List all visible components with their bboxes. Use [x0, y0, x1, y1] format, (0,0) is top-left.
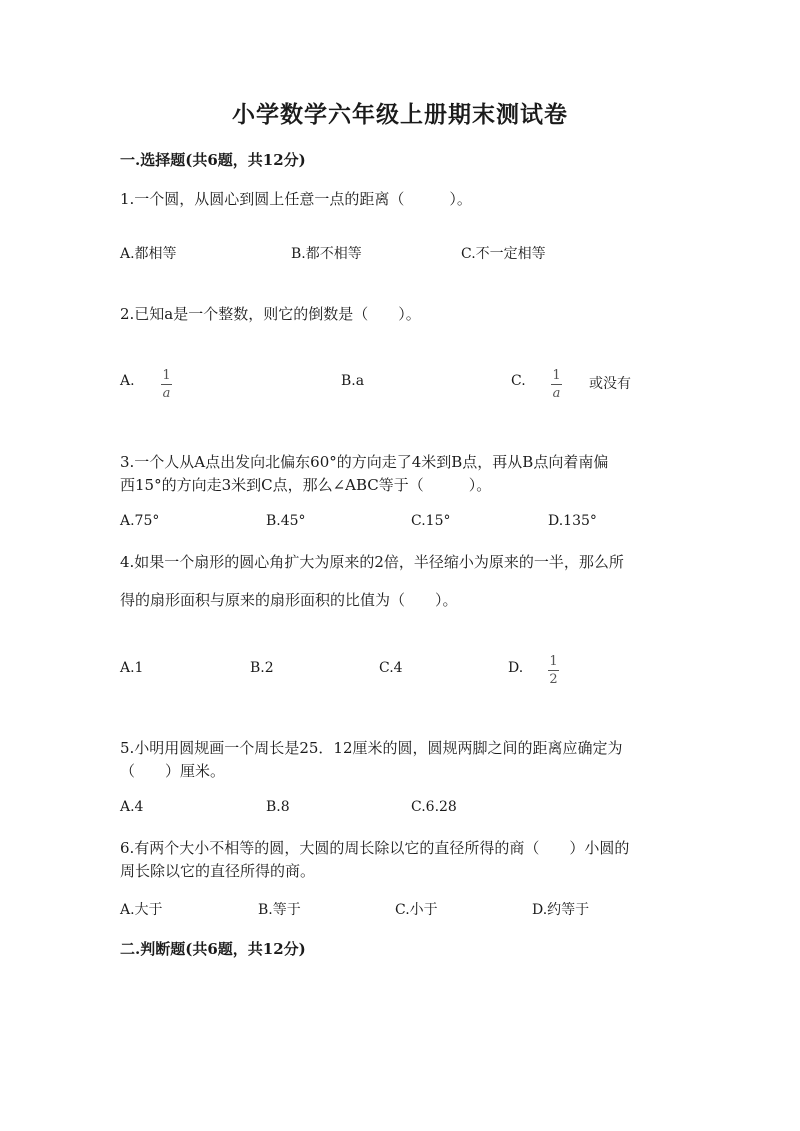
- question-5-stem-line-2: （ ）厘米。: [120, 762, 226, 780]
- question-4-option-c: C.4: [379, 660, 403, 676]
- question-1-option-b: B.都不相等: [291, 246, 362, 262]
- question-2-option-c-suffix: 或没有: [589, 376, 631, 392]
- page-title: 小学数学六年级上册期末测试卷: [232, 101, 568, 128]
- fraction-denominator: a: [162, 386, 171, 401]
- fraction-denominator: a: [552, 386, 561, 401]
- question-4-option-b: B.2: [250, 660, 274, 676]
- question-3-stem-line-1: 3.一个人从A点出发向北偏东60°的方向走了4米到B点，再从B点向着南偏: [120, 453, 609, 471]
- question-4-stem-line-2: 得的扇形面积与原来的扇形面积的比值为（ ）。: [120, 591, 458, 609]
- question-6-option-b: B.等于: [258, 902, 301, 918]
- question-5-option-a: A.4: [120, 799, 144, 815]
- section-heading-judgement: 二.判断题(共6题，共12分): [120, 940, 306, 958]
- question-3-option-d: D.135°: [548, 513, 597, 529]
- question-2-option-a-fraction: [161, 368, 172, 401]
- fraction-numerator: 1: [162, 368, 171, 383]
- question-3-option-a: A.75°: [120, 513, 160, 529]
- question-2-option-c-fraction: [551, 368, 562, 401]
- question-1-stem: 1.一个圆，从圆心到圆上任意一点的距离（ ）。: [120, 190, 472, 208]
- question-3-option-b: B.45°: [266, 513, 306, 529]
- question-1-option-a: A.都相等: [120, 246, 177, 262]
- question-4-option-d-fraction: [548, 654, 559, 687]
- fraction-bar: [161, 384, 172, 385]
- fraction-numerator: 1: [552, 368, 561, 383]
- question-2-stem: 2.已知a是一个整数，则它的倒数是（ ）。: [120, 305, 421, 323]
- question-6-option-a: A.大于: [120, 902, 163, 918]
- question-4-stem-line-1: 4.如果一个扇形的圆心角扩大为原来的2倍，半径缩小为原来的一半，那么所: [120, 553, 624, 571]
- section-heading-choice: 一.选择题(共6题，共12分): [120, 151, 306, 169]
- question-3-stem-line-2: 西15°的方向走3米到C点，那么∠ABC等于（ ）。: [120, 476, 492, 494]
- question-6-option-d: D.约等于: [532, 902, 590, 918]
- question-2-option-c: C.: [511, 373, 526, 389]
- fraction-bar: [551, 384, 562, 385]
- question-6-stem-line-2: 周长除以它的直径所得的商。: [120, 862, 316, 880]
- fraction-denominator: 2: [549, 672, 558, 687]
- question-1-option-c: C.不一定相等: [461, 246, 546, 262]
- question-6-option-c: C.小于: [395, 902, 438, 918]
- fraction-numerator: 1: [549, 654, 558, 669]
- question-4-option-a: A.1: [120, 660, 144, 676]
- question-5-option-c: C.6.28: [411, 799, 457, 815]
- fraction-bar: [548, 670, 559, 671]
- question-2-option-a: A.: [120, 373, 135, 389]
- question-4-option-d: D.: [508, 660, 524, 676]
- question-2-option-b: B.a: [341, 373, 365, 389]
- question-5-stem-line-1: 5.小明用圆规画一个周长是25．12厘米的圆，圆规两脚之间的距离应确定为: [120, 739, 623, 757]
- question-3-option-c: C.15°: [411, 513, 451, 529]
- question-6-stem-line-1: 6.有两个大小不相等的圆，大圆的周长除以它的直径所得的商（ ）小圆的: [120, 839, 630, 857]
- question-5-option-b: B.8: [266, 799, 290, 815]
